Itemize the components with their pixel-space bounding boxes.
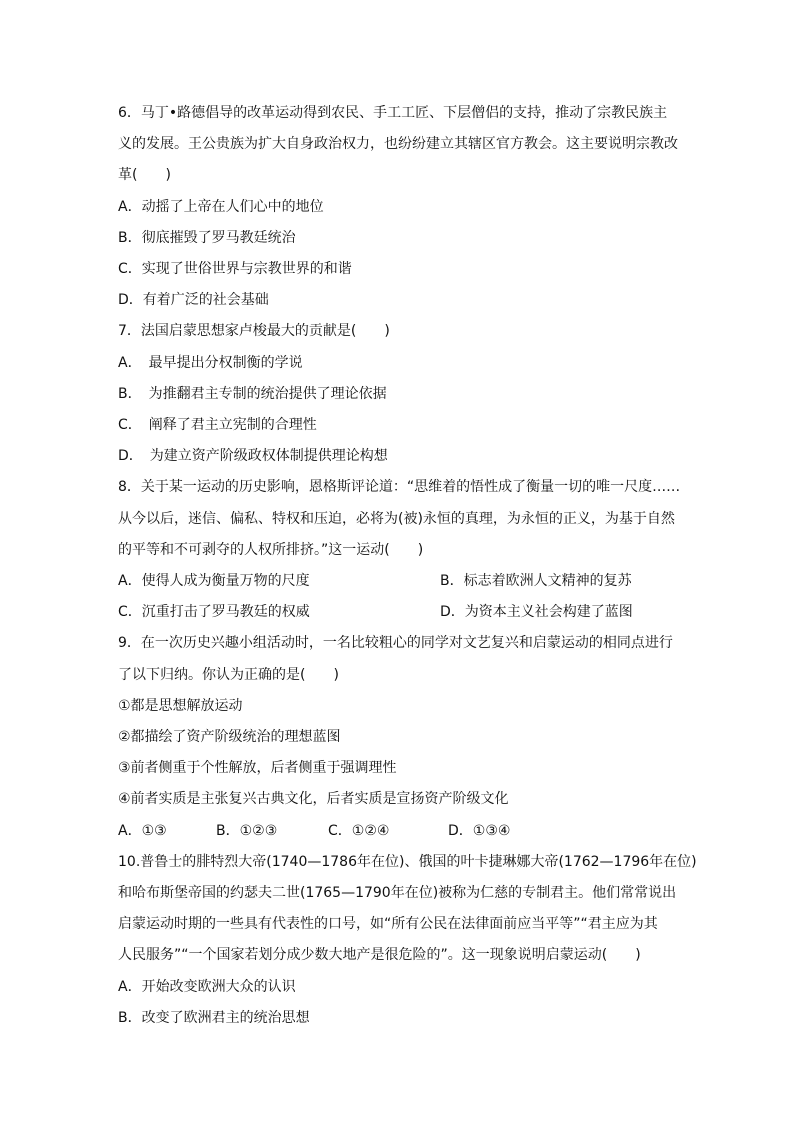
question-9-stem-line-1: 9．在一次历史兴趣小组活动时，一名比较粗心的同学对文艺复兴和启蒙运动的相同点进行: [118, 635, 673, 652]
question-7: [118, 316, 683, 472]
question-8-options-row-1: [118, 566, 683, 597]
question-9-option-d: D．①③④: [448, 822, 511, 839]
question-8: [118, 472, 683, 628]
question-10-stem-line-3: 启蒙运动时期的一些具有代表性的口号，如“所有公民在法律面前应当平等”“君主应为其: [118, 916, 658, 933]
question-10: [118, 847, 697, 1034]
question-9-stem-line-2: 了以下归纳。你认为正确的是( ): [118, 666, 339, 683]
question-9-options-row: [118, 816, 683, 847]
question-8-option-a: A．使得人成为衡量万物的尺度: [118, 573, 310, 590]
question-9-option-c: C．①②④: [328, 822, 390, 839]
question-6: [118, 98, 683, 316]
question-9-item-4: ④前者实质是主张复兴古典文化，后者实质是宣扬资产阶级文化: [118, 791, 509, 808]
question-8-option-b: B．标志着欧洲人文精神的复苏: [440, 573, 632, 590]
question-7-option-b: B． 为推翻君主专制的统治提供了理论依据: [118, 385, 387, 402]
question-8-stem-line-2: 从今以后，迷信、偏私、特权和压迫，必将为(被)永恒的真理，为永恒的正义，为基于自然: [118, 510, 675, 527]
question-7-option-d: D． 为建立资产阶级政权体制提供理论构想: [118, 448, 388, 465]
exam-page: [118, 98, 697, 1034]
question-8-option-d: D．为资本主义社会构建了蓝图: [440, 604, 633, 621]
question-8-options-row-2: [118, 597, 683, 628]
question-9-item-2: ②都描绘了资产阶级统治的理想蓝图: [118, 729, 341, 746]
question-7-stem: 7．法国启蒙思想家卢梭最大的贡献是( ): [118, 323, 390, 340]
question-6-stem-line-2: 义的发展。王公贵族为扩大自身政治权力，也纷纷建立其辖区官方教会。这主要说明宗教改: [118, 136, 678, 153]
question-9-item-3: ③前者侧重于个性解放，后者侧重于强调理性: [118, 760, 397, 777]
question-8-stem-line-3: 的平等和不可剥夺的人权所排挤。”这一运动( ): [118, 541, 424, 558]
question-10-option-b: B．改变了欧洲君主的统治思想: [118, 1009, 310, 1026]
question-9-option-a: A．①③: [118, 822, 167, 839]
question-6-option-c: C．实现了世俗世界与宗教世界的和谐: [118, 261, 352, 278]
question-9-option-b: B．①②③: [216, 822, 278, 839]
question-8-stem-line-1: 8．关于某一运动的历史影响，恩格斯评论道：“思维着的悟性成了衡量一切的唯一尺度……: [118, 479, 681, 496]
question-9: [118, 628, 683, 846]
question-7-option-c: C． 阐释了君主立宪制的合理性: [118, 417, 317, 434]
question-6-option-a: A．动摇了上帝在人们心中的地位: [118, 198, 324, 215]
question-10-stem-line-1: 10.普鲁士的腓特烈大帝(1740—1786年在位)、俄国的叶卡捷琳娜大帝(1762—1796年在位): [118, 853, 697, 870]
question-6-stem-line-3: 革( ): [118, 167, 171, 184]
question-10-option-a: A．开始改变欧洲大众的认识: [118, 978, 296, 995]
question-10-stem-line-2: 和哈布斯堡帝国的约瑟夫二世(1765—1790年在位)被称为仁慈的专制君主。他们常常说出: [118, 885, 677, 902]
question-6-option-d: D．有着广泛的社会基础: [118, 292, 269, 309]
question-6-option-b: B．彻底摧毁了罗马教廷统治: [118, 229, 296, 246]
question-10-stem-line-4: 人民服务”“一个国家若划分成少数大地产是很危险的”。这一现象说明启蒙运动( ): [118, 947, 641, 964]
question-8-option-c: C．沉重打击了罗马教廷的权威: [118, 604, 310, 621]
question-6-stem-line-1: 6．马丁•路德倡导的改革运动得到农民、手工工匠、下层僧侣的支持，推动了宗教民族主: [118, 105, 668, 121]
question-9-item-1: ①都是思想解放运动: [118, 697, 243, 714]
question-7-option-a: A． 最早提出分权制衡的学说: [118, 354, 303, 371]
